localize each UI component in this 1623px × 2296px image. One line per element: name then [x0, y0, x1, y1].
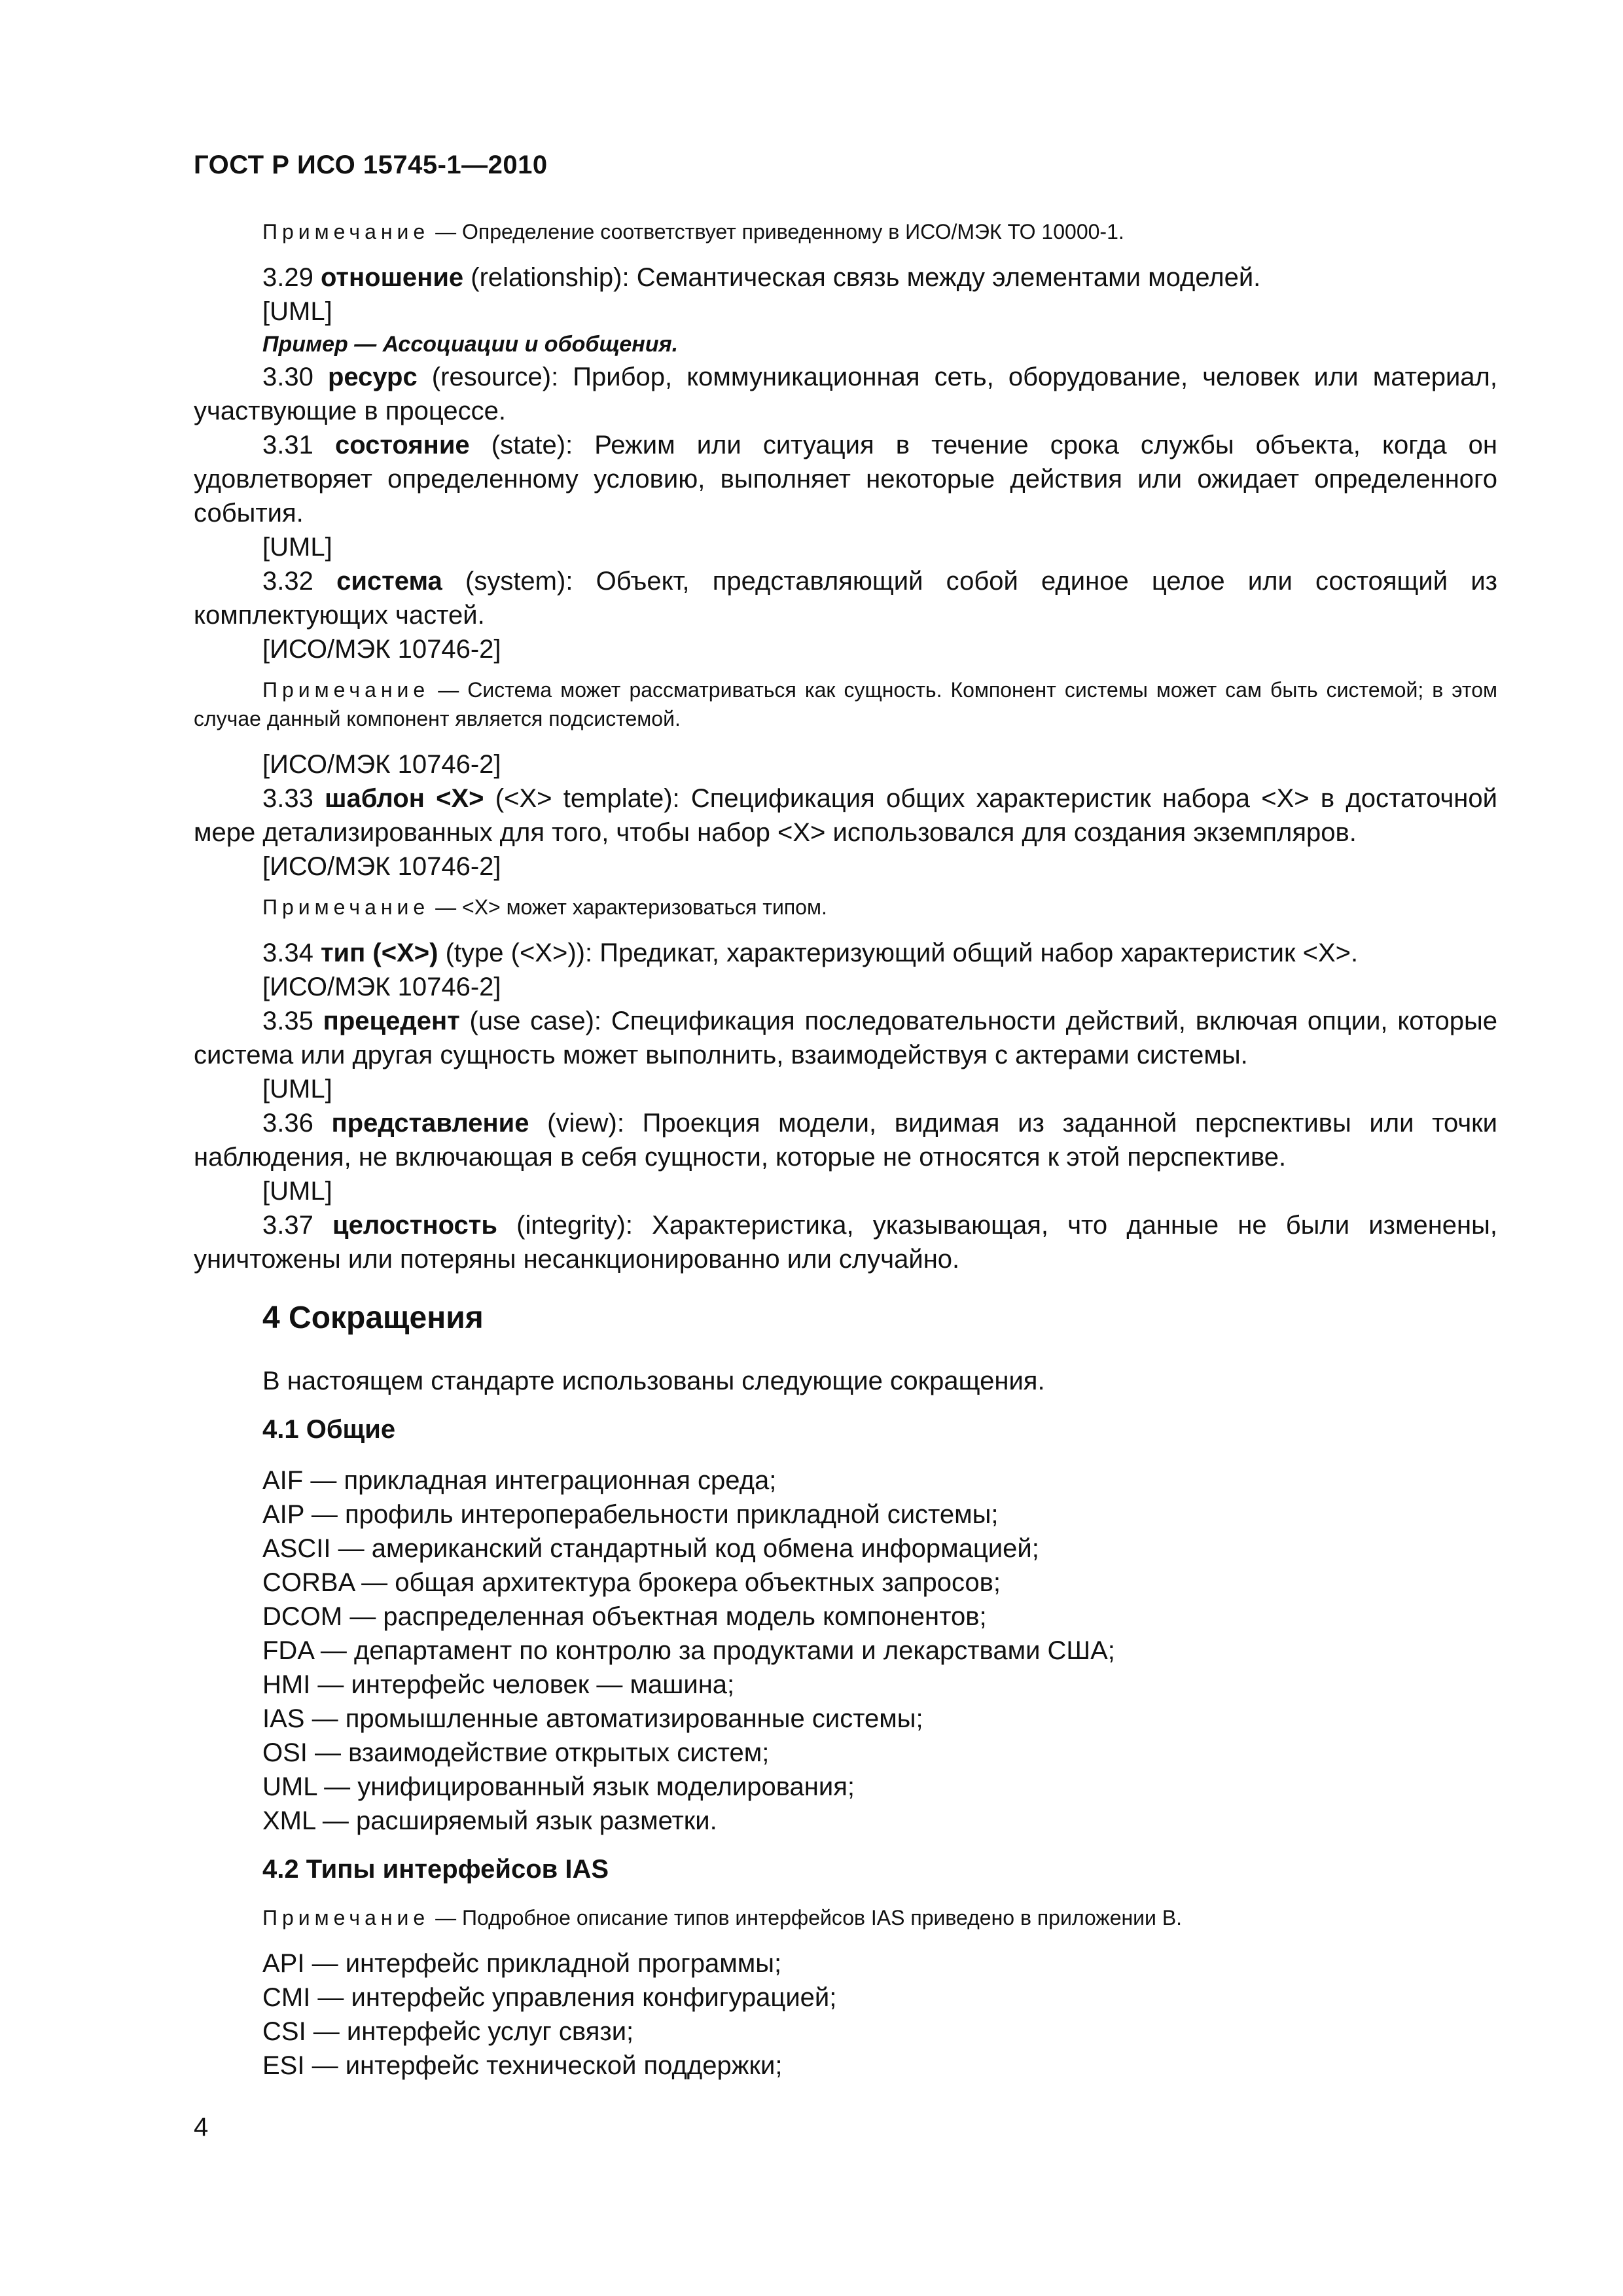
list-item: API — интерфейс прикладной программы; [262, 1949, 782, 1978]
list-item: AIP — профиль интероперабельности прикладной системы; [262, 1500, 999, 1529]
subsection-heading: 4.1 Общие [262, 1415, 396, 1444]
term-reference: [ИСО/МЭК 10746-2] [262, 750, 501, 779]
list-item: CSI — интерфейс услуг связи; [262, 2017, 634, 2046]
list-item: IAS — промышленные автоматизированные системы; [262, 1704, 923, 1733]
term-reference: [ИСО/МЭК 10746-2] [262, 635, 501, 664]
term-reference: [UML] [262, 1177, 332, 1206]
list-item: DCOM — распределенная объектная модель компонентов; [262, 1602, 987, 1631]
list-item: AIF — прикладная интеграционная среда; [262, 1466, 777, 1495]
page-content [194, 208, 1497, 2083]
term-reference: [UML] [262, 533, 332, 562]
term-reference: [UML] [262, 1075, 332, 1103]
page-number: 4 [194, 2113, 209, 2142]
standard-code-header: ГОСТ Р ИСО 15745-1—2010 [194, 151, 548, 179]
term-3-30: 3.30 ресурс (resource): Прибор, коммуникационная сеть, оборудование, человек или материал, участвующие в процессе. [194, 363, 1498, 425]
note: Примечание — Подробное описание типов интерфейсов IAS приведено в приложении В. [262, 1906, 1183, 1929]
list-item: ASCII — американский стандартный код обмена информацией; [262, 1534, 1039, 1563]
term-3-29: 3.29 отношение (relationship): Семантическая связь между элементами моделей. [262, 263, 1261, 292]
section-intro: В настоящем стандарте использованы следующие сокращения. [262, 1367, 1045, 1395]
list-item: UML — унифицированный язык моделирования; [262, 1772, 855, 1801]
term-3-35: 3.35 прецедент (use case): Спецификация последовательности действий, включая опции, которые система или другая сущность может выполнить, взаимодействуя с актерами системы. [194, 1007, 1497, 1069]
subsection-heading: 4.2 Типы интерфейсов IAS [262, 1855, 609, 1884]
list-item: HMI — интерфейс человек — машина; [262, 1670, 735, 1699]
abbreviation-list-ias [194, 1946, 1497, 2083]
term-3-36: 3.36 представление (view): Проекция модели, видимая из заданной перспективы или точки наблюдения, не включающая в себя сущности, которые не относятся к этой перспективе. [194, 1109, 1497, 1172]
list-item: XML — расширяемый язык разметки. [262, 1806, 717, 1835]
term-3-32: 3.32 система (system): Объект, представляющий собой единое целое или состоящий из комплектующих частей. [194, 567, 1497, 630]
list-item: CMI — интерфейс управления конфигурацией; [262, 1983, 837, 2012]
list-item: CORBA — общая архитектура брокера объектных запросов; [262, 1568, 1001, 1597]
abbreviation-list-general [194, 1463, 1497, 1838]
list-item: OSI — взаимодействие открытых систем; [262, 1738, 770, 1767]
term-3-33: 3.33 шаблон <X> (<X> template): Спецификация общих характеристик набора <X> в достаточной мере детализированных для того, чтобы набор <X> использовался для создания экземпляров. [194, 784, 1497, 847]
note: Примечание — Система может рассматриваться как сущность. Компонент системы может сам быть системой; в этом случае данный компонент является подсистемой. [194, 678, 1497, 730]
note: Примечание — <X> может характеризоваться типом. [262, 895, 827, 919]
example: Пример — Ассоциации и обобщения. [262, 332, 679, 357]
term-3-31: 3.31 состояние (state): Режим или ситуация в течение срока службы объекта, когда он удовлетворяет определенному условию, выполняет некоторые действия или ожидает определенного события. [194, 431, 1498, 528]
term-3-37: 3.37 целостность (integrity): Характеристика, указывающая, что данные не были изменены, уничтожены или потеряны несанкционированно или случайно. [194, 1211, 1497, 1274]
term-reference: [ИСО/МЭК 10746-2] [262, 852, 501, 881]
list-item: FDA — департамент по контролю за продуктами и лекарствами США; [262, 1636, 1115, 1665]
note: Примечание — Определение соответствует приведенному в ИСО/МЭК ТО 10000-1. [262, 220, 1124, 243]
term-reference: [UML] [262, 297, 332, 326]
term-reference: [ИСО/МЭК 10746-2] [262, 973, 501, 1001]
section-heading: 4 Сокращения [262, 1300, 484, 1335]
term-3-34: 3.34 тип (<X>) (type (<X>)): Предикат, характеризующий общий набор характеристик <X>. [262, 939, 1359, 967]
list-item: ESI — интерфейс технической поддержки; [262, 2051, 783, 2080]
